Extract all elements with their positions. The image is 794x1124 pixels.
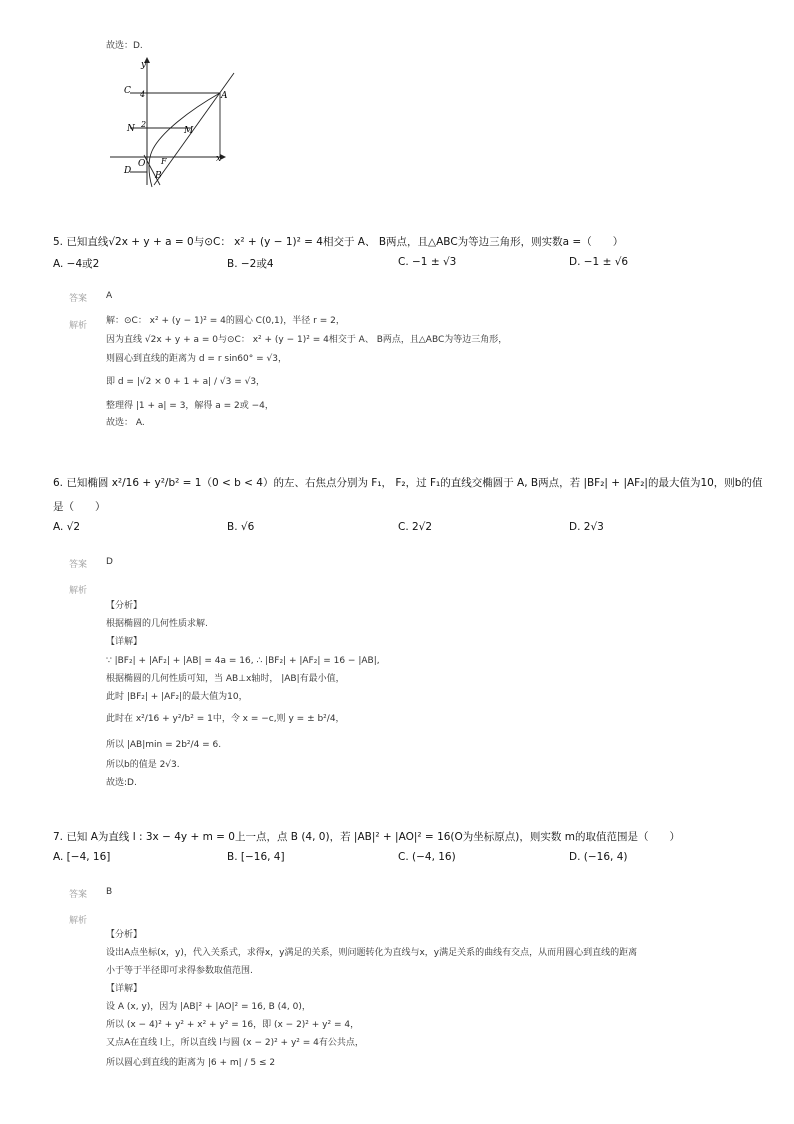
q7-line-5: 设 A (x, y)，因为 |AB|² + |AO|² = 16, B (4, 0)， [106,1002,311,1012]
q4-conclusion: 故选：D. [106,41,143,51]
q5-stem: 5. 已知直线√2x + y + a = 0与⊙C： x² + (y − 1)² = 4相交于 A、 B两点，且△ABC为等边三角形，则实数a =（ ） [53,236,624,248]
q5-option-c[interactable]: C. −1 ± √3 [398,256,457,268]
q6-line-4: ∵ |BF₂| + |AF₂| + |AB| = 4a = 16, ∴ |BF₂| + |AF₂| = 16 − |AB|, [106,656,380,666]
q7-line-2: 设出A点坐标(x，y)，代入关系式，求得x，y满足的关系，则问题转化为直线与x，y满足关系的曲线有交点，从而用圆心到直线的距离 [106,948,638,958]
coordinate-figure [110,55,240,190]
q5-line-1: 解：⊙C： x² + (y − 1)² = 4的圆心 C(0,1)，半径 r = 2， [106,316,345,326]
q6-line-9: 所以b的值是 2√3. [106,760,180,770]
q6-line-1: 【分析】 [106,601,143,611]
q6-option-a[interactable]: A. √2 [53,521,81,533]
q5-line-2: 因为直线 √2x + y + a = 0与⊙C： x² + (y − 1)² = 4相交于 A、 B两点，且△ABC为等边三角形， [106,335,508,345]
q5-answer-label: 答案 [69,294,88,304]
q5-analysis-label: 解析 [69,321,88,331]
q6-stem-line-1: 6. 已知椭圆 x²/16 + y²/b² = 1（0 < b < 4）的左、右焦点分别为 F₁， F₂，过 F₁的直线交椭圆于 A, B两点，若 |BF₂| + |AF₂|的最大值为10，则b的值 [53,477,763,489]
q7-answer: B [106,887,113,897]
q6-option-b[interactable]: B. √6 [227,521,255,533]
q6-analysis-label: 解析 [69,586,88,596]
q7-answer-label: 答案 [69,890,88,900]
q7-option-b[interactable]: B. [−16, 4] [227,851,285,863]
label-2: 2 [141,120,147,129]
q7-line-1: 【分析】 [106,930,143,940]
q7-line-3: 小于等于半径即可求得参数取值范围. [106,966,253,976]
q7-line-6: 所以 (x − 4)² + y² + x² + y² = 16，即 (x − 2)² + y² = 4， [106,1020,360,1030]
q6-line-2: 根据椭圆的几何性质求解. [106,619,208,629]
label-x: x [216,154,222,164]
q6-option-c[interactable]: C. 2√2 [398,521,433,533]
label-d: D [124,166,132,176]
label-b: B [155,171,162,181]
label-c: C [124,86,131,96]
q6-line-10: 故选:D. [106,778,137,788]
label-a: A [221,91,228,101]
q5-option-a[interactable]: A. −4或2 [53,258,100,270]
q7-line-8: 所以圆心到直线的距离为 |6 + m| / 5 ≤ 2 [106,1058,276,1068]
label-y: y [141,60,147,70]
q5-line-5: 整理得 |1 + a| = 3，解得 a = 2或 −4， [106,401,274,411]
q7-option-d[interactable]: D. (−16, 4) [569,851,628,863]
q5-option-b[interactable]: B. −2或4 [227,258,274,270]
q7-analysis-label: 解析 [69,916,88,926]
label-4: 4 [140,90,146,99]
q7-option-c[interactable]: C. (−4, 16) [398,851,456,863]
q5-option-d[interactable]: D. −1 ± √6 [569,256,629,268]
q6-stem-line-2: 是（ ） [53,501,106,513]
label-n: N [127,124,135,134]
q6-line-7: 此时在 x²/16 + y²/b² = 1中，令 x = −c,则 y = ± b²/4， [106,714,345,724]
q7-line-7: 又点A在直线 l上，所以直线 l与圆 (x − 2)² + y² = 4有公共点， [106,1038,364,1048]
q7-option-a[interactable]: A. [−4, 16] [53,851,111,863]
q5-line-6: 故选： A. [106,418,145,428]
q6-option-d[interactable]: D. 2√3 [569,521,604,533]
q6-line-5: 根据椭圆的几何性质可知，当 AB⊥x轴时， |AB|有最小值， [106,674,345,684]
q5-line-3: 则圆心到直线的距离为 d = r sin60° = √3， [106,354,287,364]
q6-answer-label: 答案 [69,560,88,570]
q7-line-4: 【详解】 [106,984,143,994]
label-f: F [161,157,167,166]
q6-answer: D [106,557,113,567]
line-ab [154,73,234,185]
q6-line-8: 所以 |AB|min = 2b²/4 = 6. [106,740,222,750]
label-o: O [138,159,146,169]
q5-line-4: 即 d = |√2 × 0 + 1 + a| / √3 = √3， [106,377,266,387]
q6-line-6: 此时 |BF₂| + |AF₂|的最大值为10， [106,692,248,702]
q5-answer: A [106,291,113,301]
q7-stem: 7. 已知 A为直线 l : 3x − 4y + m = 0上一点，点 B (4, 0)，若 |AB|² + |AO|² = 16(O为坐标原点)，则实数 m的取值范围是（ ） [53,831,680,843]
q6-line-3: 【详解】 [106,637,143,647]
label-m: M [184,126,194,136]
